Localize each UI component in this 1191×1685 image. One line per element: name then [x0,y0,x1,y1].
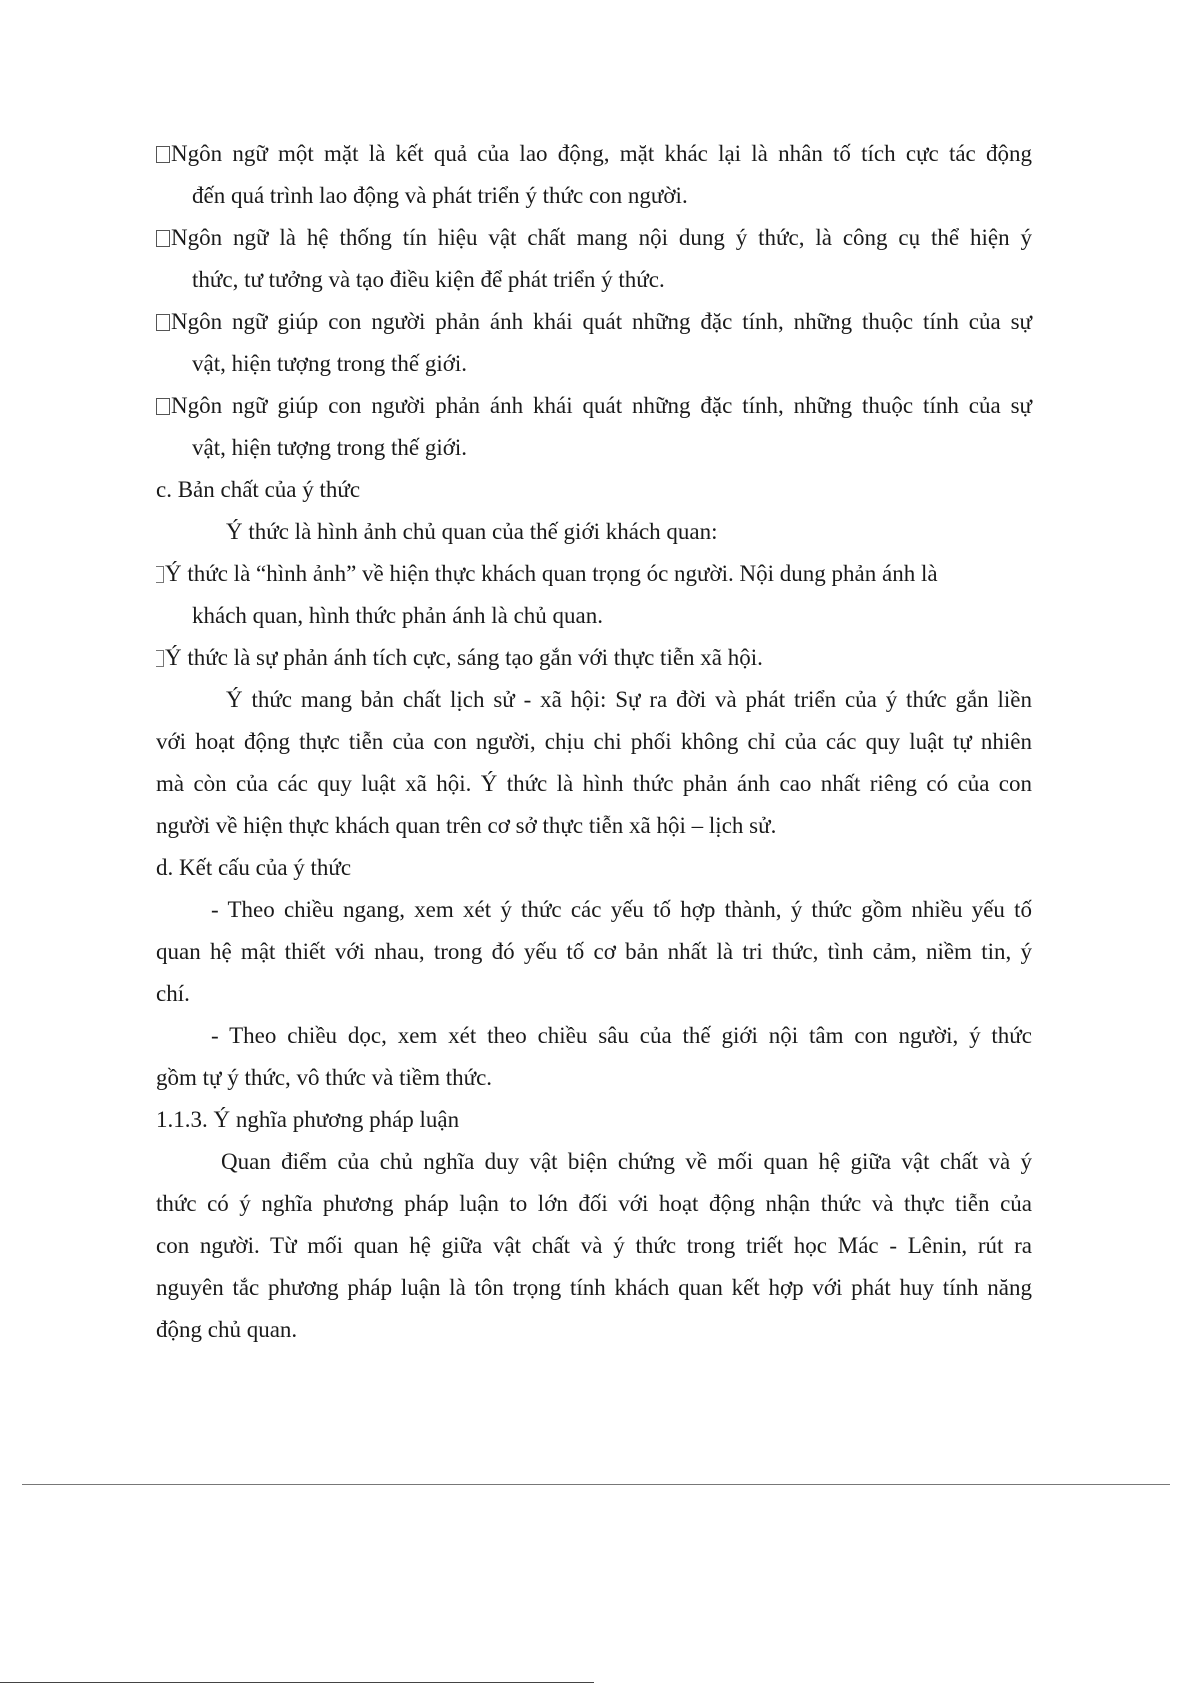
bullet-box-icon [156,398,170,415]
section-d-heading: d. Kết cấu của ý thức [156,855,352,880]
bullet-text: Ngôn ngữ một mặt là kết quả của lao động, mặt khác lại là nhân tố tích cực tác động [171,141,1032,166]
bullet-continuation: thức, tư tưởng và tạo điều kiện để phát triển ý thức. [192,267,665,292]
bullet-text: Ngôn ngữ giúp con người phản ánh khái quát những đặc tính, những thuộc tính của sự [171,309,1032,334]
bullet-line [156,133,1032,175]
bullet-text: Ngôn ngữ là hệ thống tín hiệu vật chất mang nội dung ý thức, là công cụ thể hiện ý [171,225,1032,250]
paragraph-line: chí. [156,981,190,1006]
bullet-continuation: vật, hiện tượng trong thế giới. [192,351,468,376]
document-body [156,133,1032,1351]
paragraph-line: người về hiện thực khách quan trên cơ sở thực tiễn xã hội – lịch sử. [156,813,777,838]
paragraph-line: thức có ý nghĩa phương pháp luận to lớn đối với hoạt động nhận thức và thực tiễn của [156,1191,1032,1216]
paragraph-line: mà còn của các quy luật xã hội. Ý thức là hình thức phản ánh cao nhất riêng có của con [156,771,1032,796]
bullet-continuation: vật, hiện tượng trong thế giới. [192,435,468,460]
paragraph-line: con người. Từ mối quan hệ giữa vật chất và ý thức trong triết học Mác - Lênin, rút ra [156,1233,1032,1258]
bullet-box-icon [156,146,170,163]
paragraph-line: - Theo chiều ngang, xem xét ý thức các yếu tố hợp thành, ý thức gồm nhiều yếu tố [211,897,1032,922]
bullet-line [156,553,1032,595]
paragraph-line: - Theo chiều dọc, xem xét theo chiều sâu của thế giới nội tâm con người, ý thức [211,1023,1032,1048]
bullet-box-icon [156,230,170,247]
section-c-intro: Ý thức là hình ảnh chủ quan của thế giới khách quan: [226,519,718,544]
bullet-line [156,385,1032,427]
bullet-box-icon [156,650,164,667]
paragraph-line: nguyên tắc phương pháp luận là tôn trọng tính khách quan kết hợp với phát huy tính năng [156,1275,1032,1300]
footer-divider [22,1484,1170,1485]
paragraph-line: quan hệ mật thiết với nhau, trong đó yếu tố cơ bản nhất là tri thức, tình cảm, niềm tin, ý [156,939,1032,964]
bullet-box-icon [156,566,164,583]
paragraph-line: Ý thức mang bản chất lịch sử - xã hội: Sự ra đời và phát triển của ý thức gắn liền [226,687,1032,712]
paragraph-line: với hoạt động thực tiễn của con người, chịu chi phối không chỉ của các quy luật tự nhiên [156,729,1032,754]
bullet-box-icon [156,314,170,331]
bullet-line [156,301,1032,343]
bullet-text: Ý thức là sự phản ánh tích cực, sáng tạo gắn với thực tiễn xã hội. [165,645,763,670]
paragraph-line: gồm tự ý thức, vô thức và tiềm thức. [156,1065,493,1090]
section-113-heading: 1.1.3. Ý nghĩa phương pháp luận [156,1107,460,1132]
bullet-continuation: khách quan, hình thức phản ánh là chủ quan. [192,603,604,628]
paragraph-line: Quan điểm của chủ nghĩa duy vật biện chứng về mối quan hệ giữa vật chất và ý [221,1149,1032,1174]
bullet-text: Ngôn ngữ giúp con người phản ánh khái quát những đặc tính, những thuộc tính của sự [171,393,1032,418]
paragraph-line: động chủ quan. [156,1317,298,1342]
bullet-line [156,637,1032,679]
bullet-continuation: đến quá trình lao động và phát triển ý thức con người. [192,183,688,208]
bottom-edge-rule [0,1682,594,1683]
bullet-line [156,217,1032,259]
bullet-text: Ý thức là “hình ảnh” về hiện thực khách quan trọng óc người. Nội dung phản ánh là [165,561,938,586]
section-c-heading: c. Bản chất của ý thức [156,477,361,502]
